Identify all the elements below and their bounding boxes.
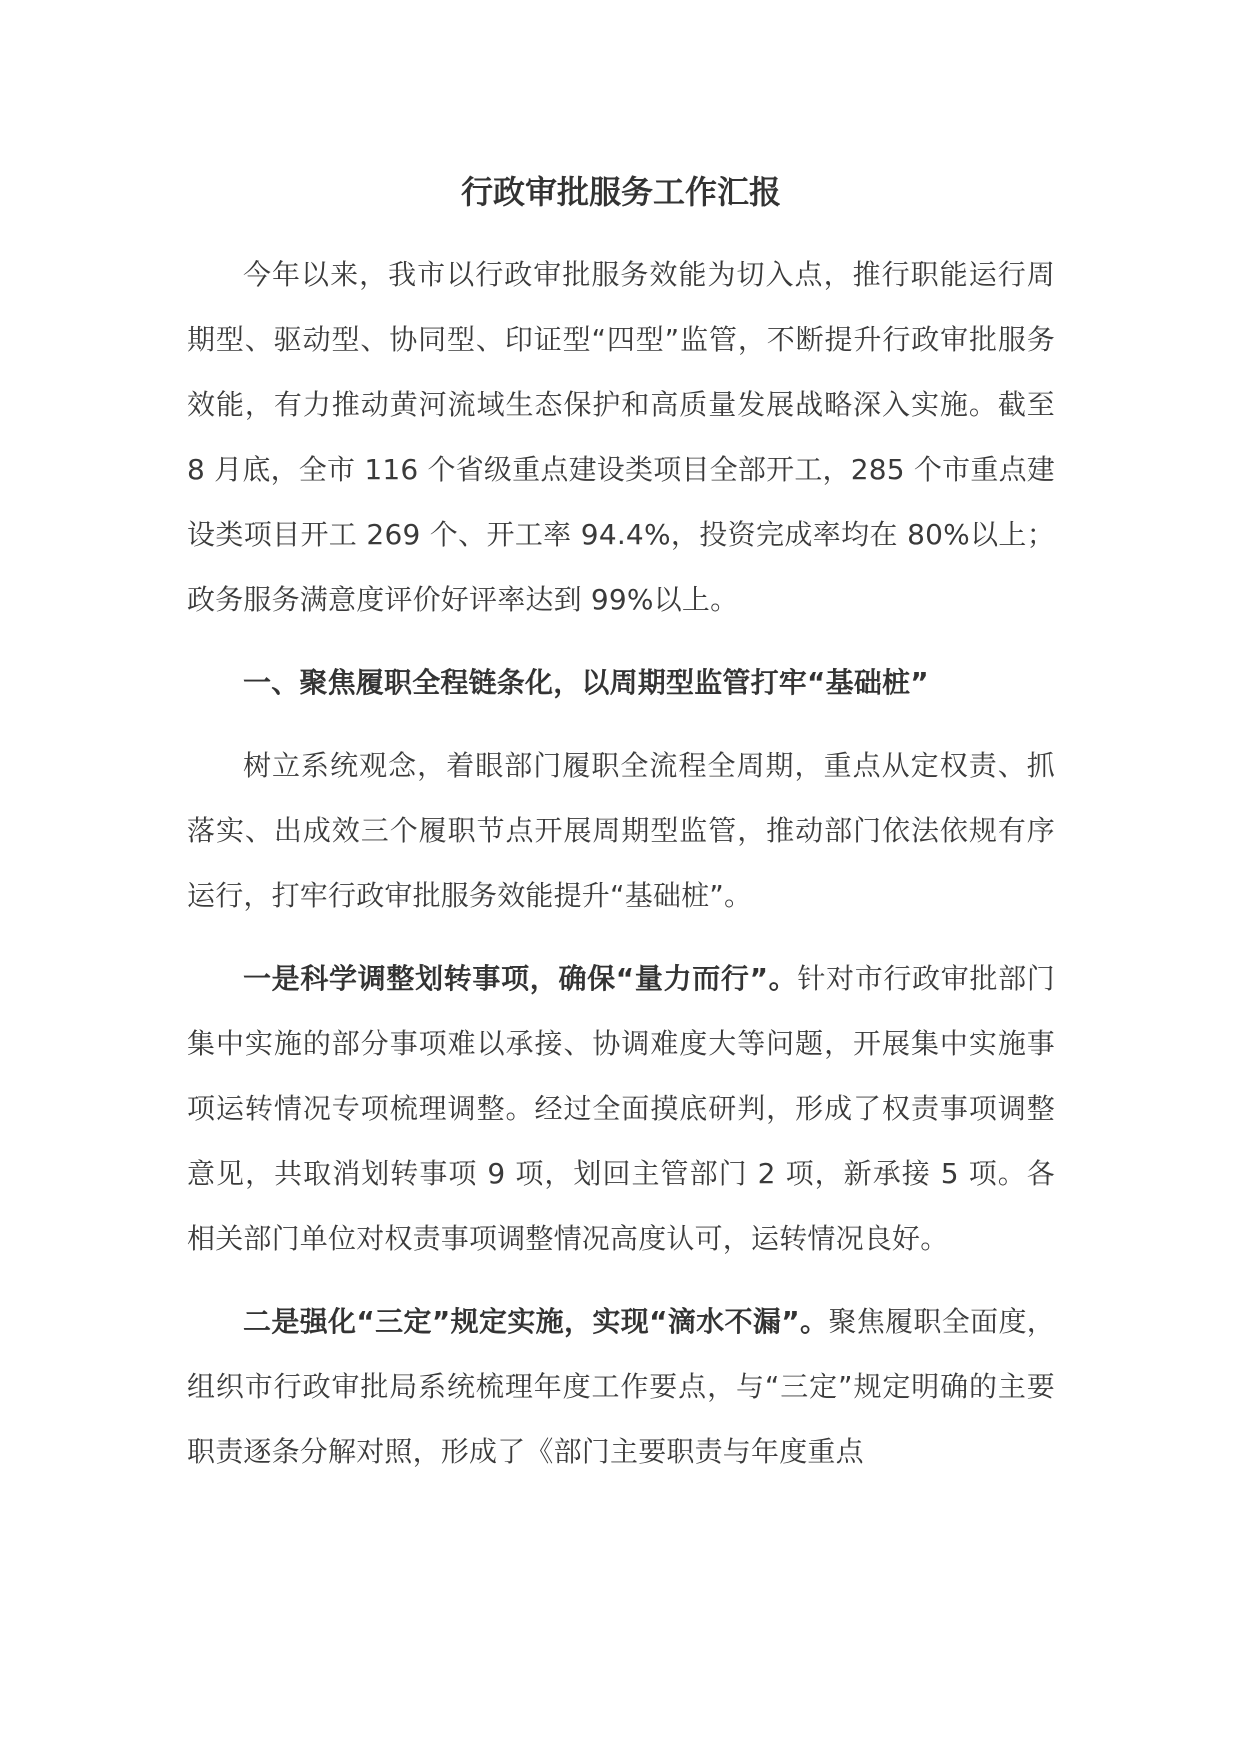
point-2-paragraph: [187, 1289, 1055, 1484]
paragraph-text: 聚焦履职全面度，组织市行政审批局系统梳理年度工作要点，与“三定”规定明确的主要职责逐条分解对照，形成了《部门主要职责与年度重点: [187, 1305, 1056, 1468]
intro-paragraph: [187, 242, 1055, 632]
point-lead-text: 二是强化“三定”规定实施，实现“滴水不漏”。: [243, 1305, 829, 1338]
section-1-summary-paragraph: [187, 733, 1055, 928]
section-heading-1: [187, 650, 1055, 715]
point-1-paragraph: [187, 946, 1055, 1271]
document-body: [187, 160, 1055, 1502]
point-lead-text: 一是科学调整划转事项，确保“量力而行”。: [243, 962, 798, 995]
document-title: 行政审批服务工作汇报: [460, 173, 781, 211]
paragraph-text: 今年以来，我市以行政审批服务效能为切入点，推行职能运行周期型、驱动型、协同型、印证型“四型”监管，不断提升行政审批服务效能，有力推动黄河流域生态保护和高质量发展战略深入实施。截至 8 月底，全市 116 个省级重点建设类项目全部开工，285 个市重点建设类项目开工 269 个、开工率 94.4%，投资完成率均在 80%以上；政务服务满意度评价好评率达到 99%以上。: [187, 258, 1055, 616]
paragraph-text: 树立系统观念，着眼部门履职全流程全周期，重点从定权责、抓落实、出成效三个履职节点开展周期型监管，推动部门依法依规有序运行，打牢行政审批服务效能提升“基础桩”。: [187, 749, 1055, 912]
paragraph-text: 针对市行政审批部门集中实施的部分事项难以承接、协调难度大等问题，开展集中实施事项运转情况专项梳理调整。经过全面摸底研判，形成了权责事项调整意见，共取消划转事项 9 项，划回主管部门 2 项，新承接 5 项。各相关部门单位对权责事项调整情况高度认可，运转情况良好。: [187, 962, 1055, 1255]
section-heading-text: 一、聚焦履职全程链条化，以周期型监管打牢“基础桩”: [243, 666, 929, 699]
